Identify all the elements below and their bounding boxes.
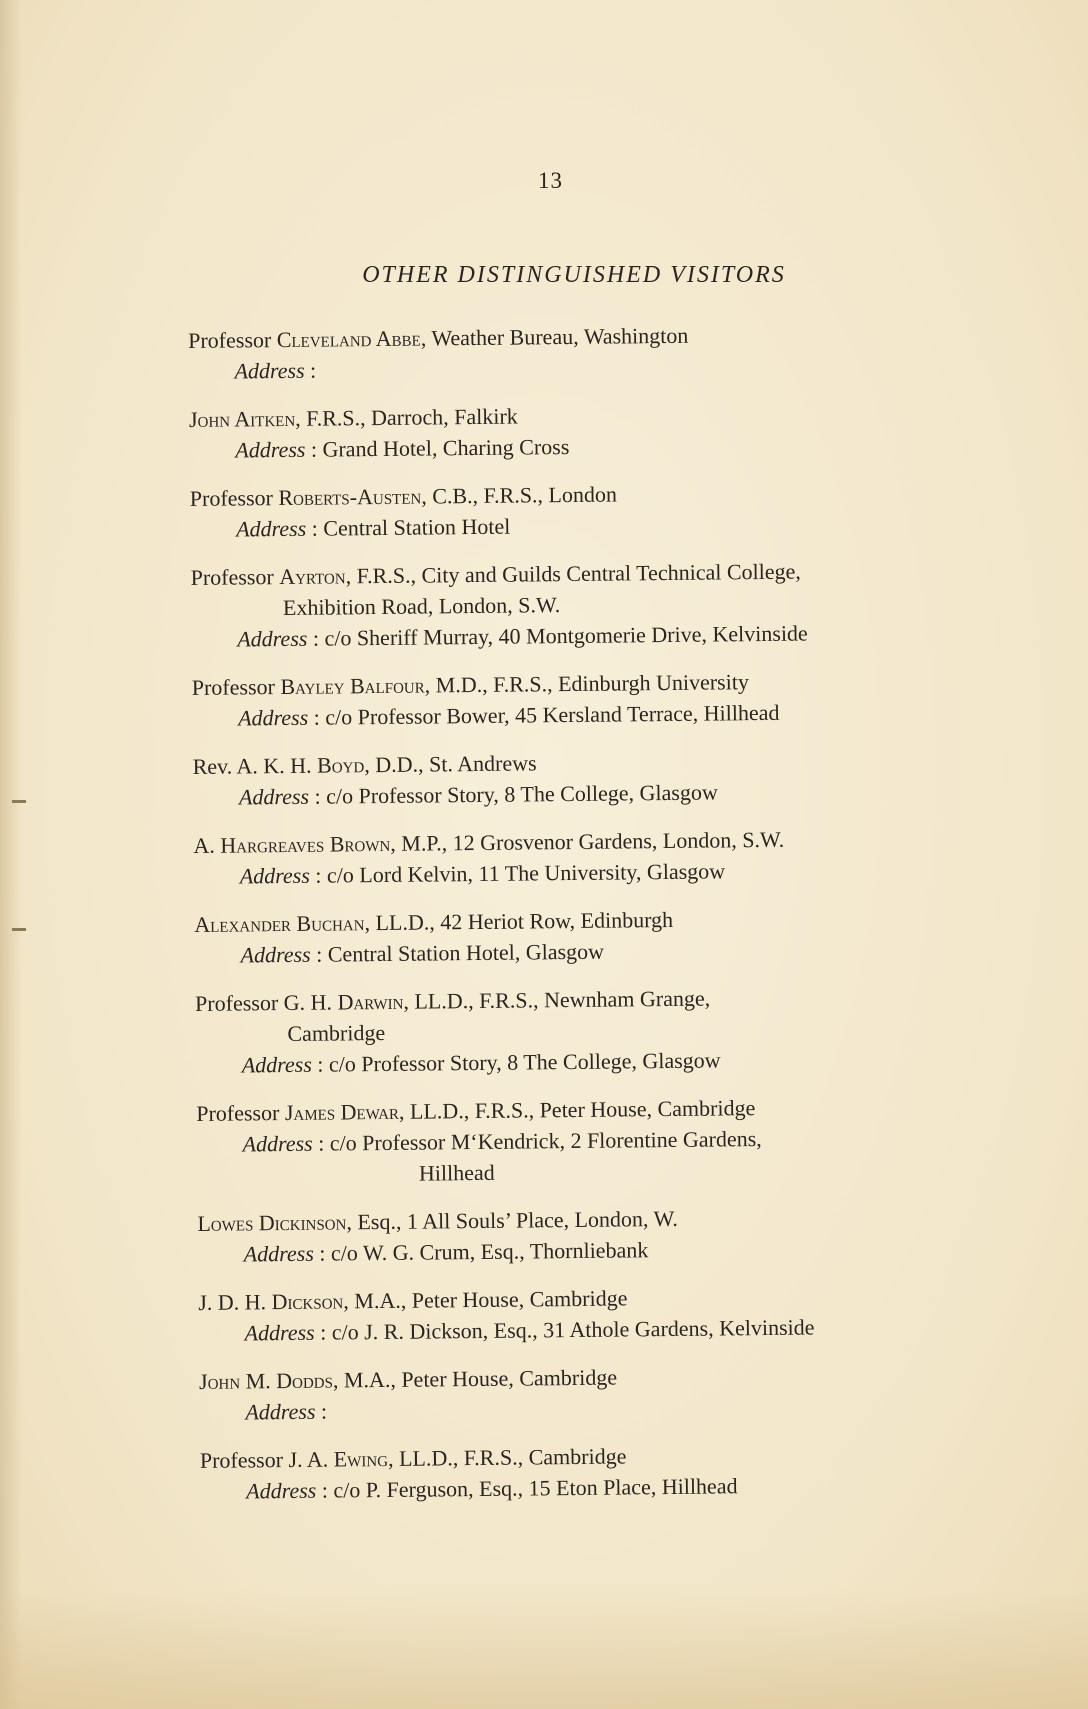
visitor-list	[188, 317, 971, 1524]
page-stain	[0, 1589, 1088, 1709]
visitor-details: , Weather Bureau, Washington	[420, 322, 689, 351]
address-label: Address	[237, 704, 309, 731]
visitor-prefix: Professor	[190, 564, 280, 590]
address-value: Central Station Hotel	[323, 513, 511, 541]
visitor-prefix: Professor G. H.	[194, 989, 338, 1016]
address-label: Address	[242, 1130, 313, 1157]
address-line: Address : Grand Hotel, Charing Cross	[235, 434, 570, 463]
visitor-name: John Aitken	[188, 405, 296, 432]
binding-mark	[12, 800, 26, 803]
address-label: Address	[245, 1398, 316, 1425]
visitor-name: Dickson	[271, 1288, 344, 1315]
address-label: Address	[234, 357, 305, 384]
visitor-details: , F.R.S., Darroch, Falkirk	[295, 403, 518, 431]
visitor-name: Boyd	[316, 752, 365, 778]
visitor-entry	[193, 822, 964, 892]
visitor-prefix: Professor J. A.	[199, 1446, 334, 1473]
address-line: Address : Central Station Hotel	[236, 513, 511, 542]
visitor-entry	[189, 396, 960, 466]
visitor-details: , M.A., Peter House, Cambridge	[332, 1364, 618, 1393]
address-label: Address	[241, 1051, 312, 1078]
address-line: Address : c/o Lord Kelvin, 11 The University, Glasgow	[239, 858, 726, 889]
visitor-details: , M.P., 12 Grosvenor Gardens, London, S.W.	[390, 826, 785, 856]
visitor-prefix: Professor	[189, 485, 279, 511]
visitor-details: , M.D., F.R.S., Edinburgh University	[424, 669, 750, 698]
visitor-entry	[195, 980, 966, 1081]
address-line: Address : c/o J. R. Dickson, Esq., 31 Athole Gardens, Kelvinside	[244, 1314, 815, 1346]
section-heading: OTHER DISTINGUISHED VISITORS	[362, 262, 786, 288]
visitor-name: Alexander Buchan	[194, 910, 365, 937]
visitor-details: , LL.D., 42 Heriot Row, Edinburgh	[364, 906, 674, 936]
visitor-prefix: Professor	[191, 674, 281, 700]
address-value: c/o Professor Story, 8 The College, Glasgow	[326, 779, 718, 809]
visitor-details-continued: Exhibition Road, London, S.W.	[282, 592, 561, 621]
binding-mark	[12, 928, 26, 931]
visitor-prefix: Rev. A. K. H.	[192, 752, 318, 779]
address-label: Address	[239, 862, 310, 889]
address-line: Address : c/o Professor Story, 8 The College, Glasgow	[238, 779, 718, 810]
visitor-name: Ayrton	[279, 563, 346, 590]
page-edge-shadow	[0, 0, 22, 1709]
address-line: Address :	[234, 357, 317, 384]
address-line: Address : c/o Professor Bower, 45 Kersland Terrace, Hillhead	[237, 699, 780, 731]
visitor-name: Cleveland Abbe	[276, 325, 421, 353]
page-number: 13	[538, 168, 563, 193]
visitor-entry	[196, 1090, 967, 1191]
address-value: c/o Sheriff Murray, 40 Montgomerie Drive, Kelvinside	[324, 620, 808, 651]
address-value: c/o Lord Kelvin, 11 The University, Glasgow	[326, 858, 726, 888]
visitor-details: , M.A., Peter House, Cambridge	[343, 1285, 628, 1314]
address-line: Address : Central Station Hotel, Glasgow	[240, 938, 605, 968]
address-line: Address : c/o Sheriff Murray, 40 Montgomerie Drive, Kelvinside	[237, 620, 808, 652]
address-value: c/o Professor M‘Kendrick, 2 Florentine Gardens,	[329, 1126, 762, 1156]
visitor-entry	[190, 554, 961, 655]
visitor-details: , LL.D., F.R.S., Newnham Grange,	[403, 985, 711, 1014]
address-line: Address : c/o W. G. Crum, Esq., Thornliebank	[243, 1237, 649, 1267]
visitor-prefix: A.	[193, 832, 221, 858]
address-value: Grand Hotel, Charing Cross	[322, 434, 570, 462]
address-value: c/o W. G. Crum, Esq., Thornliebank	[330, 1237, 649, 1266]
address-label: Address	[240, 941, 311, 968]
address-line: Address : c/o P. Ferguson, Esq., 15 Eton Place, Hillhead	[246, 1473, 738, 1504]
address-label: Address	[236, 515, 307, 542]
address-line: Address : c/o Professor M‘Kendrick, 2 Florentine Gardens,	[242, 1126, 762, 1157]
visitor-details: , C.B., F.R.S., London	[421, 481, 618, 509]
visitor-details: , Esq., 1 All Souls’ Place, London, W.	[346, 1205, 678, 1235]
visitor-entry	[200, 1437, 971, 1507]
visitor-prefix: J. D. H.	[198, 1289, 272, 1315]
visitor-prefix: Professor	[196, 1100, 285, 1126]
address-label: Address	[246, 1477, 317, 1504]
address-label: Address	[235, 436, 306, 463]
visitor-details: , LL.D., F.R.S., Peter House, Cambridge	[398, 1095, 756, 1124]
visitor-entry	[192, 743, 963, 813]
visitor-name: John M. Dodds	[198, 1367, 334, 1394]
visitor-entry	[192, 664, 963, 734]
visitor-name: Bayley Balfour	[280, 672, 425, 700]
address-label: Address	[238, 783, 310, 810]
visitor-name: Lowes Dickinson	[197, 1209, 347, 1236]
visitor-entry	[194, 901, 965, 971]
visitor-entry	[188, 317, 959, 387]
visitor-name: Hargreaves Brown	[220, 830, 391, 858]
visitor-name: James Dewar	[284, 1098, 400, 1126]
visitor-details-continued: Cambridge	[287, 1019, 386, 1046]
visitor-prefix: Professor	[188, 327, 277, 353]
visitor-entry	[197, 1200, 968, 1270]
address-line: Address : c/o Professor Story, 8 The College, Glasgow	[241, 1047, 721, 1078]
address-label: Address	[237, 625, 308, 652]
address-value: c/o Professor Story, 8 The College, Glasgow	[328, 1047, 721, 1077]
address-value: c/o J. R. Dickson, Esq., 31 Athole Gardens, Kelvinside	[331, 1314, 815, 1345]
address-value-continued: Hillhead	[418, 1159, 495, 1186]
address-value: c/o Professor Bower, 45 Kersland Terrace, Hillhead	[325, 699, 780, 730]
address-line: Address :	[245, 1398, 328, 1425]
address-label: Address	[244, 1319, 315, 1346]
address-value: Central Station Hotel, Glasgow	[327, 938, 605, 967]
visitor-name: Darwin	[337, 988, 404, 1015]
visitor-details: , LL.D., F.R.S., Cambridge	[387, 1443, 627, 1471]
visitor-entry	[199, 1358, 970, 1428]
visitor-details: , D.D., St. Andrews	[364, 750, 537, 778]
visitor-entry	[190, 475, 961, 545]
visitor-name: Ewing	[333, 1445, 389, 1472]
address-value: c/o P. Ferguson, Esq., 15 Eton Place, Hillhead	[333, 1473, 738, 1503]
address-label: Address	[243, 1240, 314, 1267]
visitor-entry	[198, 1279, 969, 1349]
visitor-name: Roberts-Austen	[278, 483, 422, 511]
visitor-details: , F.R.S., City and Guilds Central Technical College,	[345, 558, 801, 589]
